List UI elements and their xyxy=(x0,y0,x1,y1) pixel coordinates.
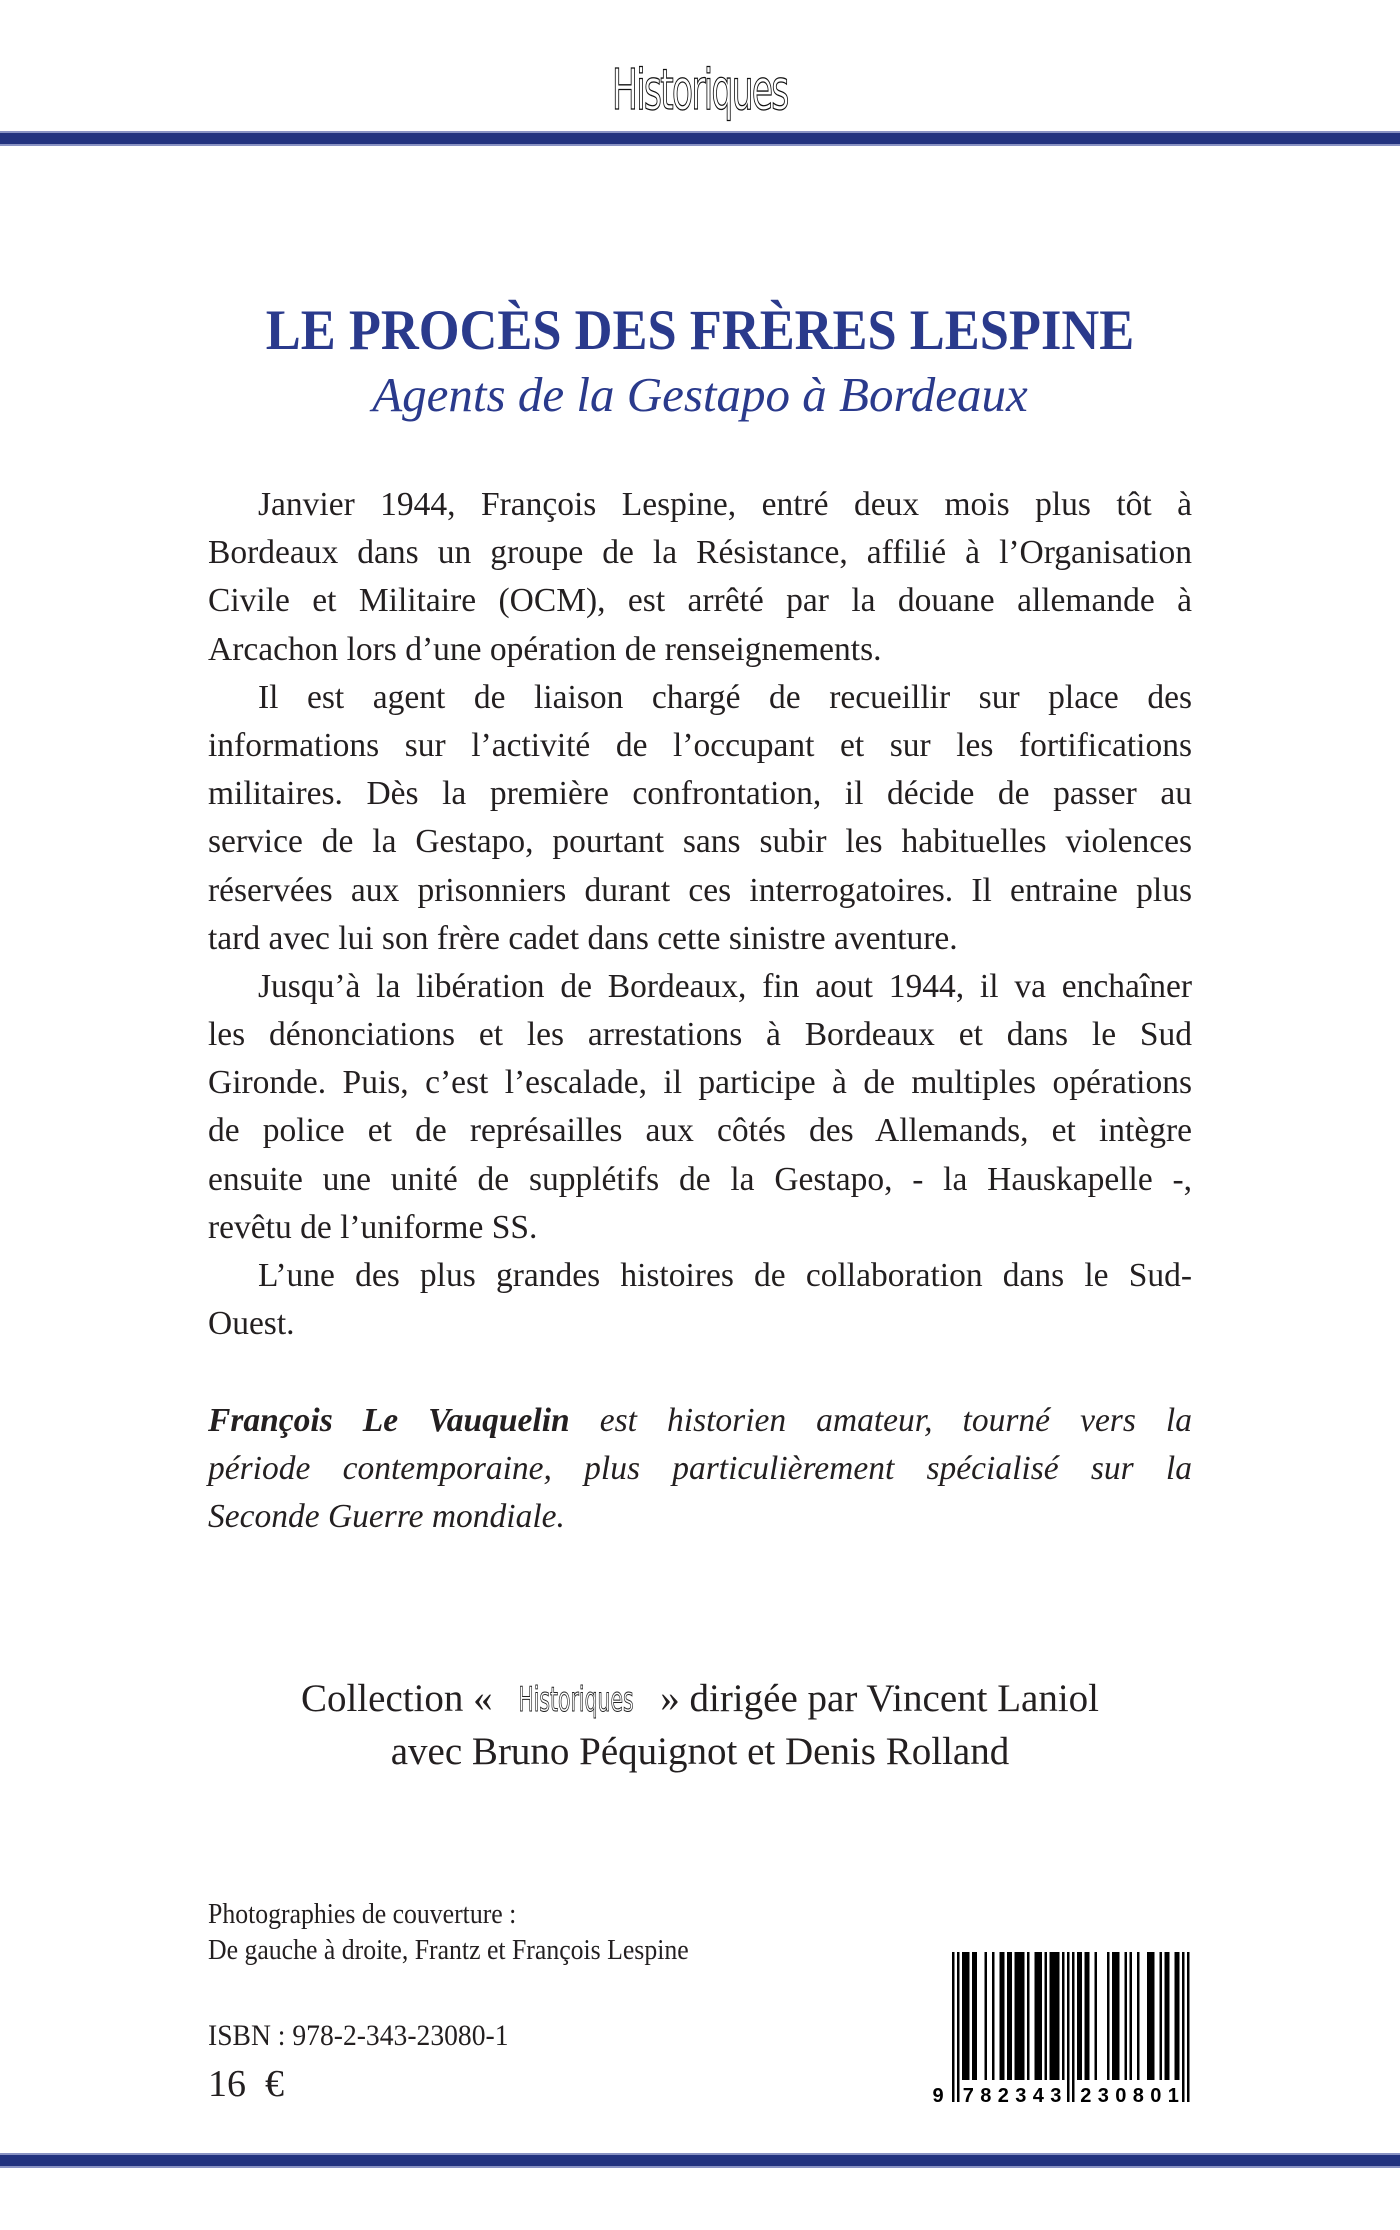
blurb-line: Ouest. xyxy=(208,1305,295,1343)
blurb-line: informations sur l’activité de l’occupant et sur les fortifications xyxy=(208,726,1192,764)
barcode-digit: 0 xyxy=(1150,2085,1162,2107)
book-title: LE PROCÈS DES FRÈRES LESPINE xyxy=(265,299,1135,362)
barcode-bar xyxy=(1052,1952,1055,2080)
barcode-bar xyxy=(1177,1952,1180,2080)
blurb-line: L’une des plus grandes histoires de collaboration dans le Sud- xyxy=(258,1257,1192,1294)
blurb-line: Gironde. Puis, c’est l’escalade, il participe à de multiples opérations xyxy=(208,1064,1192,1102)
blurb-line: Janvier 1944, François Lespine, entré deux mois plus tôt à xyxy=(258,486,1192,523)
barcode-digit: 2 xyxy=(997,2085,1009,2107)
blurb-line: réservées aux prisonniers durant ces interrogatoires. Il entraine plus xyxy=(208,871,1192,909)
barcode-bar xyxy=(1057,1952,1060,2080)
barcode-bar xyxy=(1015,1952,1018,2080)
barcode-bar xyxy=(1187,1952,1190,2102)
blurb-line: Jusqu’à la libération de Bordeaux, fin aout 1944, il va enchaîner xyxy=(258,967,1192,1005)
barcode-bar xyxy=(1130,1952,1133,2080)
barcode-bar xyxy=(962,1952,965,2080)
author-name: François Le Vauquelin xyxy=(208,1402,570,1439)
series-logo: Historiques xyxy=(612,58,788,123)
blurb-line: les dénonciations et les arrestations à Bordeaux et dans le Sud xyxy=(208,1016,1192,1054)
blurb-line: service de la Gestapo, pourtant sans subir les habituelles violences xyxy=(208,823,1192,861)
collection-line: Collection « Historiques » dirigée par Vincent Laniol xyxy=(300,1677,1100,1720)
barcode-bar xyxy=(1107,1952,1110,2080)
barcode-bar xyxy=(1062,1952,1065,2080)
collection-editors: avec Bruno Péquignot et Denis Rolland xyxy=(390,1730,1010,1773)
barcode-bar xyxy=(1112,1952,1115,2080)
barcode-bar xyxy=(1085,1952,1088,2080)
barcode-digit: 4 xyxy=(1032,2085,1044,2107)
blurb-line: tard avec lui son frère cadet dans cette sinistre aventure. xyxy=(208,919,958,957)
barcode-digit: 3 xyxy=(1097,2085,1109,2107)
barcode-digit: 3 xyxy=(1015,2085,1027,2107)
barcode-bar xyxy=(1175,1952,1178,2080)
barcode-bar xyxy=(1035,1952,1038,2080)
barcode-digit: 0 xyxy=(1115,2085,1127,2107)
bottom-divider xyxy=(0,2155,1400,2166)
author-bio: François Le Vauquelin est historien amateur, tourné vers la période contemporaine, plus particulièrement spécialisé sur la Seconde Guerre mondiale. xyxy=(208,1402,1192,1536)
book-subtitle: Agents de la Gestapo à Bordeaux xyxy=(372,367,1028,422)
barcode-bar xyxy=(1020,1952,1023,2080)
barcode-bar xyxy=(1117,1952,1120,2080)
barcode-bar xyxy=(1087,1952,1090,2080)
price: 16 € xyxy=(208,2063,284,2105)
barcode-bar xyxy=(1010,1952,1013,2080)
barcode-bar xyxy=(1160,1952,1163,2080)
blurb-line: militaires. Dès la première confrontation, il décide de passer au xyxy=(208,775,1192,813)
collection-logo: Historiques xyxy=(518,1680,635,1720)
blurb-line: Arcachon lors d’une opération de renseignements. xyxy=(208,630,882,668)
barcode-bar xyxy=(1125,1952,1128,2080)
barcode-bar xyxy=(975,1952,978,2080)
top-divider xyxy=(0,133,1400,144)
barcode xyxy=(930,1950,1190,2110)
barcode-bar xyxy=(985,1952,988,2080)
barcode-bar xyxy=(1182,1952,1185,2102)
barcode-digit: 7 xyxy=(962,2085,974,2107)
barcode-bar xyxy=(1050,1952,1053,2080)
photo-credit-text: De gauche à droite, Frantz et François Lespine xyxy=(208,1935,689,1966)
barcode-bar xyxy=(1072,1952,1075,2102)
barcode-bar xyxy=(1115,1952,1118,2080)
barcode-bar xyxy=(1150,1952,1153,2080)
barcode-digit: 1 xyxy=(1167,2085,1179,2107)
barcode-bar xyxy=(1077,1952,1080,2080)
blurb-line: Civile et Militaire (OCM), est arrêté par la douane allemande à xyxy=(208,582,1192,620)
barcode-digit: 2 xyxy=(1080,2085,1092,2107)
barcode-bar xyxy=(1037,1952,1040,2080)
blurb-line: Il est agent de liaison chargé de recueillir sur place des xyxy=(258,678,1192,716)
barcode-bar xyxy=(1027,1952,1030,2080)
barcode-bar xyxy=(992,1952,995,2080)
barcode-bar xyxy=(1137,1952,1140,2080)
barcode-bar xyxy=(1017,1952,1020,2080)
barcode-bar xyxy=(1000,1952,1003,2080)
barcode-bar xyxy=(1067,1952,1070,2102)
barcode-bar xyxy=(952,1952,955,2102)
barcode-bar xyxy=(1095,1952,1098,2080)
blurb-line: Bordeaux dans un groupe de la Résistance, affilié à l’Organisation xyxy=(208,534,1192,572)
isbn: ISBN : 978-2-343-23080-1 xyxy=(208,2019,509,2052)
barcode-bar xyxy=(972,1952,975,2080)
blurb-line: revêtu de l’uniforme SS. xyxy=(208,1208,538,1246)
barcode-digit: 3 xyxy=(1050,2085,1062,2107)
barcode-bar xyxy=(1055,1952,1058,2080)
barcode-digit: 8 xyxy=(1132,2085,1144,2107)
barcode-bar xyxy=(1167,1952,1170,2080)
barcode-bar xyxy=(967,1952,970,2080)
blurb xyxy=(208,481,1192,1348)
barcode-bar xyxy=(1147,1952,1150,2080)
barcode-bar xyxy=(1002,1952,1005,2080)
barcode-bar xyxy=(1165,1952,1168,2080)
barcode-bar xyxy=(1045,1952,1048,2080)
blurb-line: de police et de représailles aux côtés des Allemands, et intègre xyxy=(208,1112,1192,1150)
barcode-bar xyxy=(1040,1952,1043,2080)
blurb-line: ensuite une unité de supplétifs de la Gestapo, - la Hauskapelle -, xyxy=(208,1160,1192,1198)
barcode-digit: 9 xyxy=(932,2085,944,2107)
barcode-bar xyxy=(965,1952,968,2080)
barcode-bar xyxy=(957,1952,960,2102)
barcode-bar xyxy=(1152,1952,1155,2080)
barcode-bar xyxy=(1080,1952,1083,2080)
photo-credit-label: Photographies de couverture : xyxy=(208,1899,517,1930)
barcode-bar xyxy=(1022,1952,1025,2080)
barcode-bar xyxy=(1007,1952,1010,2080)
barcode-digit: 8 xyxy=(980,2085,992,2107)
